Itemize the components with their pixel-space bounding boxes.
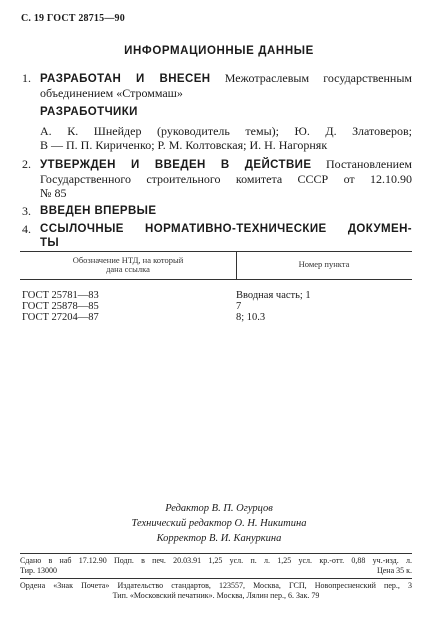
- section-2-text-c: № 85: [40, 186, 67, 200]
- developers-heading: РАЗРАБОТЧИКИ: [40, 106, 138, 118]
- section-2-text-a: Постановлением: [326, 157, 413, 171]
- section-3-number: 3.: [22, 204, 31, 218]
- imprint-price: Цена 35 к.: [376, 565, 412, 575]
- imprint-middle-rule: [20, 578, 412, 579]
- table-header-document-line-1: Обозначение НТД, на который: [72, 255, 184, 265]
- table-top-rule: [20, 251, 412, 252]
- section-1: [40, 71, 412, 100]
- corrector: Корректор В. И. Кануркина: [156, 533, 282, 544]
- table-row-1-document: ГОСТ 25781—83: [22, 290, 99, 301]
- publisher-info: [20, 581, 412, 600]
- developers-line-2: В — П. П. Кириченко; Р. М. Колтовская; И. Н. Нагорняк: [40, 138, 328, 152]
- section-2-heading: УТВЕРЖДЕН И ВВЕДЕН В ДЕЙСТВИЕ: [40, 159, 312, 171]
- editor: Редактор В. П. Огурцов: [165, 503, 273, 514]
- imprint-line-2: [20, 566, 412, 576]
- table-row-3-document: ГОСТ 27204—87: [22, 312, 99, 323]
- developers-list: [40, 124, 412, 152]
- section-1-text-a: Межотраслевым государственным: [224, 71, 412, 85]
- table-header-document-line-2: дана ссылка: [106, 264, 150, 274]
- table-row-1-clause: Вводная часть; 1: [236, 290, 311, 301]
- imprint: [20, 556, 412, 575]
- page-title: ИНФОРМАЦИОННЫЕ ДАННЫЕ: [124, 45, 314, 57]
- section-1-text-b: объединением «Строммаш»: [40, 86, 183, 100]
- table-header-clause: Номер пункта: [298, 259, 350, 269]
- developers-line-1: А. К. Шнейдер (руководитель темы); Ю. Д. Златоверов;: [40, 124, 412, 138]
- section-3-heading: ВВЕДЕН ВПЕРВЫЕ: [40, 205, 157, 217]
- section-1-number: 1.: [22, 71, 31, 85]
- section-2: [40, 157, 412, 200]
- page-header: С. 19 ГОСТ 28715—90: [21, 13, 125, 24]
- section-1-heading: РАЗРАБОТАН И ВНЕСЕН: [40, 73, 211, 85]
- table-row-2-document: ГОСТ 25878—85: [22, 301, 99, 312]
- section-4-heading-line-1: ССЫЛОЧНЫЕ НОРМАТИВНО-ТЕХНИЧЕСКИЕ ДОКУМЕН-: [40, 223, 412, 235]
- publisher-line-1: Ордена «Знак Почета» Издательство стандартов, 123557, Москва, ГСП, Новопресненский пер., 3: [20, 581, 412, 590]
- section-4-heading-line-2: ТЫ: [40, 237, 60, 249]
- section-4-number: 4.: [22, 222, 31, 236]
- table-row-3-clause: 8; 10.3: [236, 312, 266, 323]
- table-header-rule: [20, 279, 412, 280]
- section-2-number: 2.: [22, 157, 31, 171]
- table-row-2-clause: 7: [236, 301, 242, 312]
- table-header-document: [20, 256, 236, 274]
- publisher-line-2: Тип. «Московский печатник». Москва, Лялин пер., 6. Зак. 79: [112, 590, 320, 600]
- section-2-text-b: Государственного строительного комитета СССР от 12.10.90: [40, 172, 412, 186]
- imprint-print-run: Тир. 13000: [20, 565, 57, 575]
- imprint-line-1: Сдано в наб 17.12.90 Подп. в печ. 20.03.91 1,25 усл. п. л. 1,25 усл. кр.-отт. 0,88 уч.-изд. л.: [20, 556, 412, 565]
- section-4-heading: [40, 222, 412, 250]
- imprint-top-rule: [20, 553, 412, 554]
- technical-editor: Технический редактор О. Н. Никитина: [131, 518, 307, 529]
